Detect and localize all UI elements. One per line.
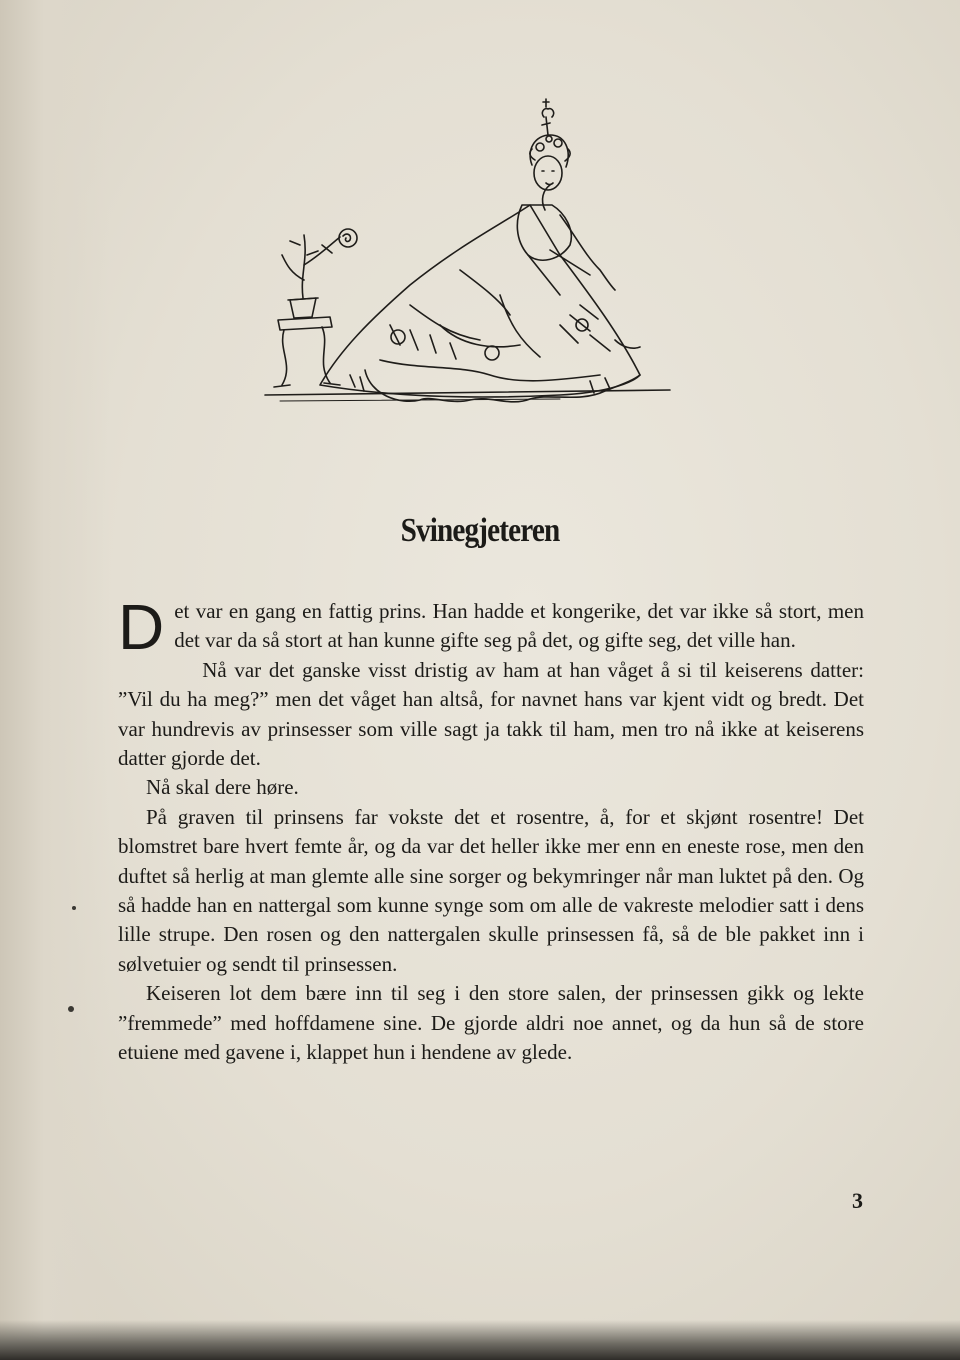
page-number: 3 xyxy=(852,1188,863,1213)
paragraph-text: et var en gang en fattig prins. Han hadde et kongerike, det var ikke så stort, men det var da så stort at han kunne gifte seg på det, og gifte seg, det ville han. xyxy=(174,599,864,653)
paragraph: Nå skal dere høre. xyxy=(146,775,299,800)
paragraph: På graven til prinsens far vokste det et rosentre, å, for et skjønt rosentre! Det blomstret bare hvert femte år, og da var det heller ikke mer enn en eneste rose, men den duftet så herlig at man glemte alle sine sorger og bekymringer når man luktet på den. Og så hadde han en nattergal som kunne synge som om alle de vakreste melodier satt i dens lille strupe. Den rosen og den nattergalen skulle prinsessen få, så de ble pakket inn i sølvetuier og sendt til prinsessen. xyxy=(118,804,864,976)
paragraph xyxy=(118,591,864,663)
ink-speck xyxy=(72,906,76,910)
page-bottom-shadow xyxy=(0,1320,960,1360)
drop-cap: D xyxy=(118,591,165,663)
page-gutter-shadow xyxy=(0,0,110,1360)
princess-illustration-icon xyxy=(260,95,680,440)
story-title: Svinegjeteren xyxy=(400,512,560,549)
story-text xyxy=(118,591,864,1068)
ink-speck xyxy=(68,1006,74,1012)
paragraph: Keiseren lot dem bære inn til seg i den store salen, der prinsessen gikk og lekte ”fremmede” med hoffdamene sine. De gjorde aldri noe annet, og da hun så de store etuiene med gavene i, klappet hun i hendene av glede. xyxy=(118,981,864,1065)
paragraph: Nå var det ganske visst dristig av ham at han våget å si til keiserens datter: ”Vil du ha meg?” men det våget han altså, for navnet hans var kjent vidt og bredt. Det var hundrevis av prinsesser som ville sagt ja takk til ham, men tro nå ikke at keiserens datter gjorde det. xyxy=(118,657,864,771)
